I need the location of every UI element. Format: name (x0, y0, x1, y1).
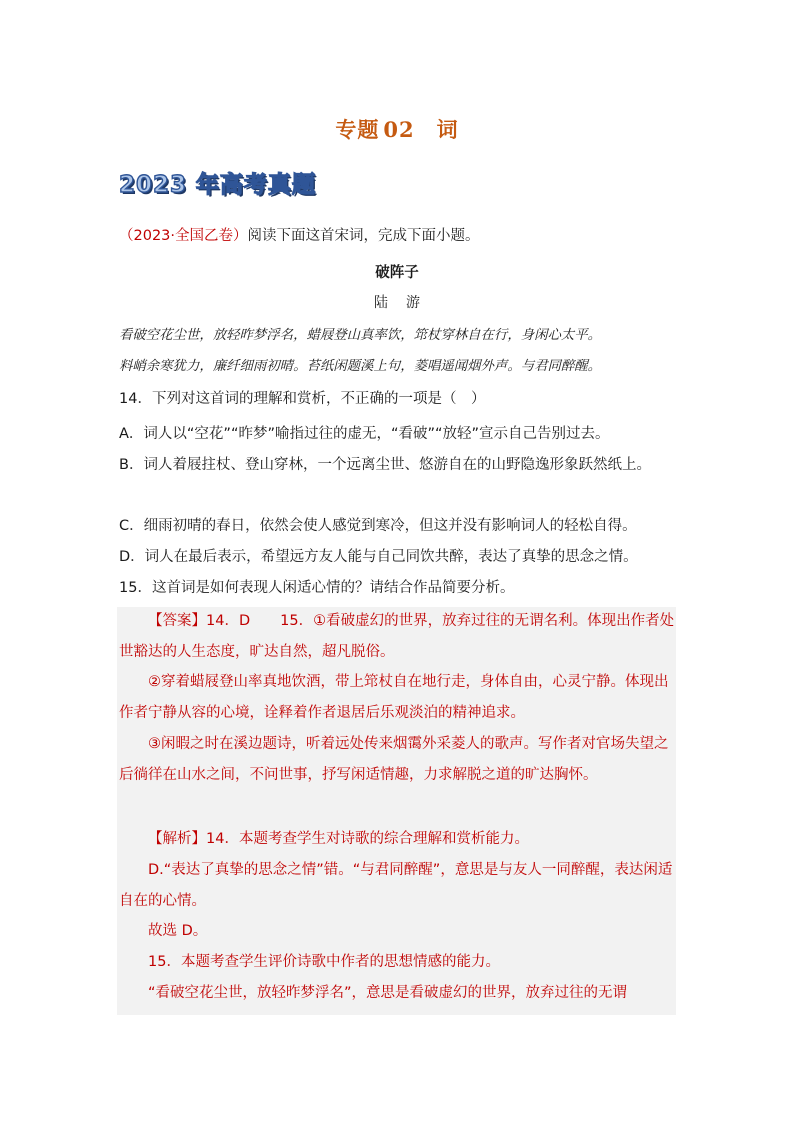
answer-label: 【答案】 (148, 613, 206, 629)
analysis-14-detail: D.“表达了真挚的思念之情”错。“与君同醉醒”，意思是与友人一同醉醒，表达闲适自在的心情。 (119, 862, 673, 909)
question-14: 14．下列对这首词的理解和赏析，不正确的一项是（ ） (119, 391, 486, 407)
title-prefix: 专题 (335, 118, 380, 142)
poem-line: 料峭余寒犹力，廉纤细雨初晴。苔纸闲题溪上句，菱唱遥闻烟外声。与君同醉醒。 (119, 359, 602, 374)
analysis-15-detail: “看破空花尘世，放轻昨梦浮名”，意思是看破虚幻的世界，放弃过往的无谓 (148, 985, 628, 1001)
analysis-15: 15．本题考查学生评价诗歌中作者的思想情感的能力。 (148, 954, 500, 970)
answer-14: 14．D (206, 613, 251, 629)
intro-text: 阅读下面这首宋词，完成下面小题。 (247, 228, 480, 244)
poem-title: 破阵子 (375, 265, 419, 281)
exam-source: （2023·全国乙卷） (119, 228, 248, 244)
title-number: 02 (383, 117, 415, 142)
answer-point-3: ③闲暇之时在溪边题诗，听着远处传来烟霭外采菱人的歌声。写作者对官场失望之后徜徉在山水之间，不问世事，抒写闲适情趣，力求解脱之道的旷达胸怀。 (119, 736, 669, 783)
analysis-label: 【解析】 (148, 831, 206, 847)
analysis-14-conclusion: 故选 D。 (148, 923, 208, 939)
poem-line: 看破空花尘世，放轻昨梦浮名，蜡屐登山真率饮，筇杖穿林自在行，身闲心太平。 (119, 328, 602, 343)
option-a: A．词人以“空花”“昨梦”喻指过往的虚无，“看破”“放轻”宣示自己告别过去。 (119, 426, 610, 442)
year-heading: 2023 年高考真题 (119, 172, 317, 198)
option-c: C．细雨初晴的春日，依然会使人感觉到寒冷，但这并没有影响词人的轻松自得。 (119, 518, 637, 534)
analysis-paragraph (119, 824, 677, 855)
option-b: B．词人着屐拄杖、登山穿林，一个远离尘世、悠游自在的山野隐逸形象跃然纸上。 (119, 457, 651, 473)
analysis-14: 14．本题考查学生对诗歌的综合理解和赏析能力。 (206, 831, 529, 847)
title-suffix: 词 (436, 118, 459, 142)
answer-point-2: ②穿着蜡屐登山率真地饮酒，带上筇杖自在地行走，身体自由，心灵宁静。体现出作者宁静从容的心境，诠释着作者退居后乐观淡泊的精神追求。 (119, 674, 669, 721)
page-title (0, 114, 794, 144)
poem-author: 陆游 (374, 295, 438, 311)
answer-15: 15．①看破虚幻的世界，放弃过往的无谓名利。体现出作者处世豁达的人生态度，旷达自然，超凡脱俗。 (119, 613, 675, 660)
option-d: D．词人在最后表示，希望远方友人能与自己同饮共醉，表达了真挚的思念之情。 (119, 549, 638, 565)
question-intro (119, 224, 480, 245)
answer-paragraph (119, 606, 677, 668)
question-15: 15．这首词是如何表现人闲适心情的？请结合作品简要分析。 (119, 580, 515, 596)
